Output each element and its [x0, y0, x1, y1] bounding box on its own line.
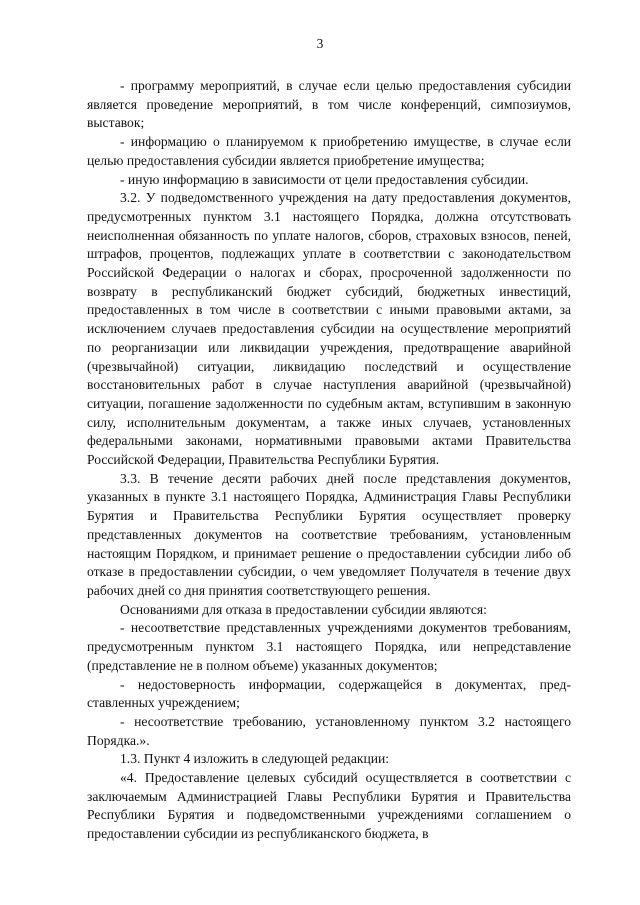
paragraph-3-3: 3.3. В течение десяти рабочих дней после представления документов, указанных в пункте 3.1 настоящего Порядка, Администрация Главы Республики Бурятия и Правительства Республики Бурятия осуществляет проверку представленных документов на соответствие требованиям, установленным настоящим Порядком, и принимает решение о предоставлении субсидии либо об отказе в предоставлении субсидии, о чем уведомляет Получателя в течение двух рабочих дней со дня принятия соответствующего решения. [87, 470, 571, 598]
paragraph-ground-nonconformity: - несоответствие представленных учреждениями документов требованиям, предусмотренным пунктом 3.1 настоящего Порядка, или непредставление (представление не в полном объеме) указанных документов; [87, 620, 571, 673]
paragraph-property-info: - информацию о планируемом к приобретению имуществе, в случае если целью предоставления субсидии является приобретение имущества; [87, 134, 571, 168]
paragraph-3-2: 3.2. У подведомственного учреждения на дату предоставления документов, предусмотренных пунктом 3.1 настоящего Порядка, должна отсутствовать неисполненная обязанность по уплате налогов, сборов, страховых взносов, пеней, штрафов, процентов, подлежащих уплате в соответствии с законодательством Российской Федерации о налогах и сборах, просроченной задолженности по возврату в республиканский бюджет субсидий, бюджетных инвестиций, предоставленных в том числе в соответствии с иными правовыми актами, за исключением случаев предоставления субсидии на осуществление мероприятий по реорганизации или ликвидации учреждения, предотвращение аварийной (чрезвычайной) ситуации, ликвидацию последствий и осуществление восстановительных работ в случае наступления аварийной (чрезвычайной) ситуации, погашение задолженности по судебным актам, вступившим в законную силу, исполнительным документам, а также иных случаев, установленных федеральными законами, нормативными правовыми актами Правительства Российской Федерации, Правительства Республики Бурятия. [87, 190, 571, 468]
paragraph-event-program: - программу мероприятий, в случае если целью предоставления субсидии является проведение мероприятий, в том числе конференций, симпозиумов, выставок; [87, 78, 571, 131]
paragraph-ground-requirement: - несоответствие требованию, установленному пунктом 3.2 настоящего Порядка.». [87, 713, 571, 748]
paragraph-ground-unreliability: - недостоверность информации, содержащейся в документах, представленных учреждением; [87, 676, 571, 711]
paragraph-refusal-grounds: Основаниями для отказа в предоставлении субсидии являются: [120, 601, 487, 617]
paragraph-1-3: 1.3. Пункт 4 изложить в следующей редакции: [120, 751, 390, 767]
paragraph-item-4: «4. Предоставление целевых субсидий осуществляется в соответствии с заключаемым Администрацией Главы Республики Бурятия и Правительства Республики Бурятия и подведомственными учреждениями соглашением о предоставлении субсидии из республиканского бюджета, в [87, 770, 571, 842]
page-number: 3 [316, 36, 324, 51]
paragraph-other-info: - иную информацию в зависимости от цели предоставления субсидии. [120, 171, 529, 187]
document-body [87, 77, 571, 844]
